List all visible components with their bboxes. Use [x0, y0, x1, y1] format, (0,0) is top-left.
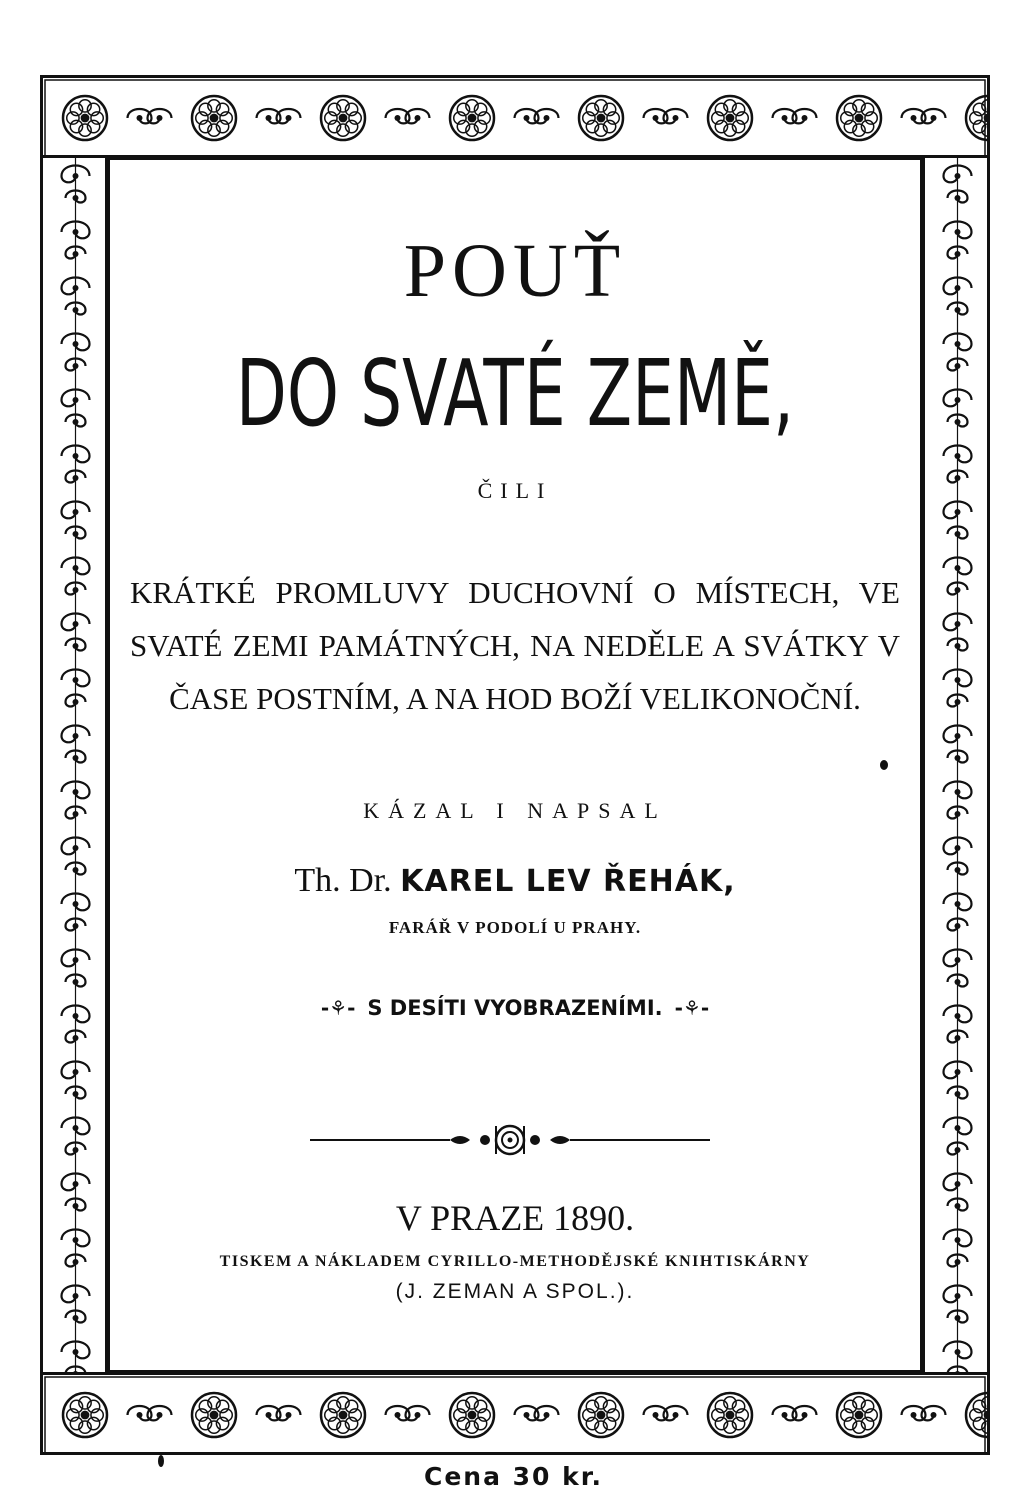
spiral-flourish-divider-icon — [300, 1118, 720, 1162]
rosette-icon — [192, 1393, 236, 1437]
rosette-icon — [837, 1393, 881, 1437]
top-border-band — [43, 78, 987, 158]
rosette-icon — [966, 96, 987, 140]
illustrations-note — [108, 996, 922, 1020]
rosette-icon — [321, 1393, 365, 1437]
scroll-border-icon — [43, 158, 108, 1372]
flourish-right-icon: -⚘- — [674, 996, 710, 1020]
price: Cena 30 kr. — [423, 1462, 604, 1491]
rosette-icon — [192, 96, 236, 140]
rosette-border-icon — [43, 1375, 987, 1452]
right-border-band — [922, 158, 987, 1372]
left-border-band — [43, 158, 108, 1372]
rosette-icon — [708, 1393, 752, 1437]
bottom-border-band — [43, 1372, 987, 1452]
title-line-1: POUŤ — [403, 229, 627, 313]
rosette-border-icon — [43, 78, 987, 158]
byline-label: KÁZAL I NAPSAL — [363, 798, 667, 823]
rosette-icon — [63, 1393, 107, 1437]
author-position: FARÁŘ V PODOLÍ U PRAHY. — [388, 918, 642, 937]
rosette-icon — [966, 1393, 987, 1437]
printer: TISKEM A NÁKLADEM CYRILLO-METHODĚJSKÉ KNIHTISKÁRNY — [219, 1253, 811, 1270]
rosette-icon — [708, 96, 752, 140]
author-line — [108, 862, 922, 900]
subtitle: KRÁTKÉ PROMLUVY DUCHOVNÍ O MÍSTECH, VE SVATÉ ZEMI PAMÁTNÝCH, NA NEDĚLE A SVÁTKY V ČASE POSTNÍM, A NA HOD BOŽÍ VELIKONOČNÍ. — [130, 575, 900, 716]
rosette-icon — [450, 96, 494, 140]
ink-speck — [158, 1455, 164, 1467]
rosette-icon — [579, 1393, 623, 1437]
rosette-icon — [579, 96, 623, 140]
printer-company: (J. ZEMAN A SPOL.). — [395, 1280, 635, 1303]
rosette-icon — [321, 96, 365, 140]
conjunction: ČILI — [477, 478, 553, 503]
place-and-year: V PRAZE 1890. — [395, 1198, 635, 1238]
title-line-2: DO SVATÉ ZEMĚ, — [235, 340, 795, 447]
rosette-icon — [450, 1393, 494, 1437]
scroll-border-icon — [925, 158, 987, 1372]
ink-speck — [880, 760, 888, 770]
author-prefix: Th. Dr. — [294, 862, 392, 899]
illustrations-text: S DESÍTI VYOBRAZENÍMI. — [367, 996, 663, 1020]
rosette-icon — [837, 96, 881, 140]
rosette-icon — [63, 96, 107, 140]
author-name: KAREL LEV ŘEHÁK, — [400, 864, 736, 899]
flourish-left-icon: -⚘- — [320, 996, 356, 1020]
